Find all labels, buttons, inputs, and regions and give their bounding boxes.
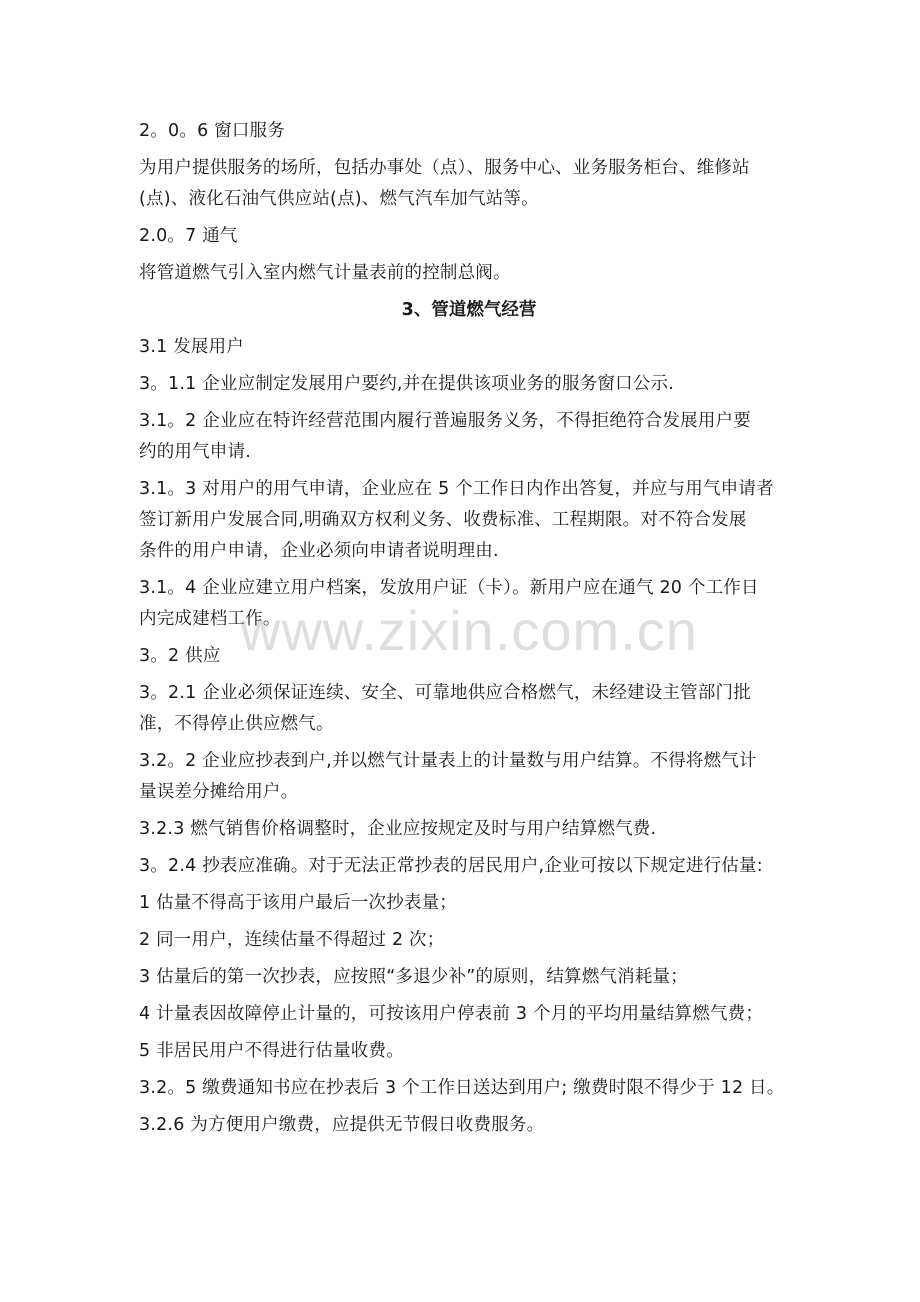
text-line: 3 估量后的第一次抄表，应按照“多退少补”的原则，结算燃气消耗量； — [139, 967, 688, 987]
text-line: 将管道燃气引入室内燃气计量表前的控制总阀。 — [139, 263, 511, 283]
paragraph — [139, 925, 799, 956]
paragraph — [139, 258, 799, 289]
text-line: 准，不得停止供应燃气。 — [139, 714, 334, 734]
text-line: 3.1。4 企业应建立用户档案，发放用户证（卡）。新用户应在通气 20 个工作日 — [139, 578, 759, 598]
text-line: 3.1 发展用户 — [139, 337, 244, 357]
text-line: 条件的用户申请，企业必须向申请者说明理由. — [139, 541, 499, 561]
paragraph — [139, 962, 799, 993]
text-line: 约的用气申请. — [139, 442, 251, 462]
text-line: 3。2.4 抄表应准确。对于无法正常抄表的居民用户,企业可按以下规定进行估量: — [139, 856, 763, 876]
paragraph — [139, 1110, 799, 1141]
paragraph — [139, 573, 799, 635]
text-line: 3.2。2 企业应抄表到户,并以燃气计量表上的计量数与用户结算。不得将燃气计 — [139, 751, 757, 771]
paragraph — [139, 221, 799, 252]
paragraph — [139, 814, 799, 845]
paragraph — [139, 851, 799, 882]
text-line: 量误差分摊给用户。 — [139, 782, 299, 802]
document-body — [139, 116, 799, 1147]
text-line: 为用户提供服务的场所，包括办事处（点）、服务中心、业务服务柜台、维修站 — [139, 158, 750, 178]
paragraph — [139, 116, 799, 147]
paragraph — [139, 332, 799, 363]
text-line: 3。1.1 企业应制定发展用户要约,并在提供该项业务的服务窗口公示. — [139, 374, 674, 394]
paragraph — [139, 888, 799, 919]
text-line: 2.0。7 通气 — [139, 226, 238, 246]
text-line: 4 计量表因故障停止计量的，可按该用户停表前 3 个月的平均用量结算燃气费； — [139, 1004, 764, 1024]
paragraph — [139, 641, 799, 672]
watermark: www.zixin.com.cn — [240, 599, 698, 662]
paragraph — [139, 1073, 799, 1104]
text-line: 3.2。5 缴费通知书应在抄表后 3 个工作日送达到用户; 缴费时限不得少于 12 日。 — [139, 1078, 785, 1098]
text-line: (点)、液化石油气供应站(点)、燃气汽车加气站等。 — [139, 189, 539, 209]
text-line: 3.2.6 为方便用户缴费，应提供无节假日收费服务。 — [139, 1115, 545, 1135]
paragraph — [139, 406, 799, 468]
text-line: 3。2.1 企业必须保证连续、安全、可靠地供应合格燃气，未经建设主管部门批 — [139, 683, 751, 703]
text-line: 内完成建档工作。 — [139, 609, 281, 629]
paragraph — [139, 153, 799, 215]
paragraph — [139, 1036, 799, 1067]
paragraph — [139, 369, 799, 400]
paragraph — [139, 999, 799, 1030]
paragraph — [139, 678, 799, 740]
text-line: 2。0。6 窗口服务 — [139, 121, 285, 141]
text-line: 3.1。3 对用户的用气申请，企业应在 5 个工作日内作出答复，并应与用气申请者 — [139, 479, 774, 499]
section-title: 3、管道燃气经营 — [401, 300, 537, 320]
paragraph — [139, 746, 799, 808]
text-line: 3.2.3 燃气销售价格调整时，企业应按规定及时与用户结算燃气费. — [139, 819, 657, 839]
text-line: 3.1。2 企业应在特许经营范围内履行普遍服务义务，不得拒绝符合发展用户要 — [139, 411, 751, 431]
text-line: 3。2 供应 — [139, 646, 221, 666]
paragraph — [139, 474, 799, 567]
text-line: 5 非居民用户不得进行估量收费。 — [139, 1041, 404, 1061]
text-line: 签订新用户发展合同,明确双方权利义务、收费标准、工程期限。对不符合发展 — [139, 510, 747, 530]
text-line: 1 估量不得高于该用户最后一次抄表量； — [139, 893, 457, 913]
text-line: 2 同一用户，连续估量不得超过 2 次； — [139, 930, 445, 950]
